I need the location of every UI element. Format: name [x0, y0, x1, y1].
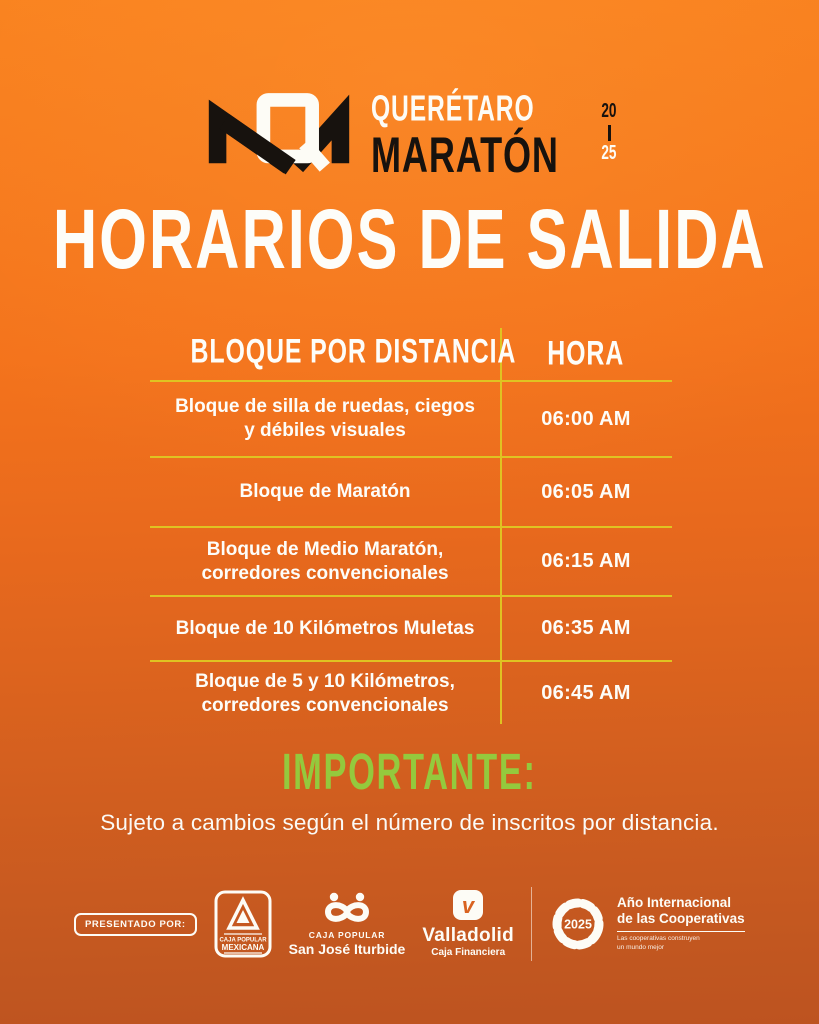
table-row [150, 528, 672, 597]
table-row [150, 662, 672, 725]
table-row [150, 597, 672, 662]
svg-text:v: v [462, 893, 475, 919]
svg-text:MEXICANA: MEXICANA [221, 943, 264, 952]
hora-cell: 06:45 AM [541, 682, 631, 704]
coop-2025-icon [549, 895, 607, 953]
table-row [150, 458, 672, 528]
table-row [150, 382, 672, 458]
sponsor-valladolid [422, 889, 514, 958]
page-title [0, 192, 819, 286]
presented-by-badge: PRESENTADO POR: [74, 913, 197, 936]
hora-cell: 06:05 AM [541, 480, 631, 503]
coop-line1: Año Internacional [617, 895, 732, 911]
coop-tagline2: un mundo mejor [617, 944, 665, 952]
footer-divider [531, 887, 532, 961]
bloque-cell: Bloque de silla de ruedas, ciegos y débiles visuales [175, 396, 475, 441]
sponsor-caja-popular-mexicana [214, 890, 272, 958]
sji-line1: CAJA POPULAR [308, 930, 386, 941]
page-title-text: HORARIOS DE SALIDA [52, 191, 767, 287]
sji-line2: San José Iturbide [288, 940, 406, 957]
event-year-bottom: 25 [601, 142, 617, 164]
bloque-cell: Bloque de Maratón [239, 481, 411, 502]
coop-rule [617, 931, 745, 932]
column-header-bloque: BLOQUE POR DISTANCIA [190, 333, 517, 371]
sponsor-san-jose-iturbide [289, 891, 406, 957]
valladolid-subtitle: Caja Financiera [431, 947, 506, 959]
schedule-table [150, 328, 672, 725]
valladolid-icon [452, 889, 484, 921]
important-heading: IMPORTANTE: [282, 742, 537, 801]
event-year [600, 100, 618, 164]
infinity-icon [315, 891, 379, 927]
hora-cell: 06:00 AM [541, 407, 631, 430]
svg-text:2025: 2025 [564, 917, 592, 932]
queretaro-maraton-logo-icon [201, 84, 357, 186]
column-header-hora: HORA [547, 334, 625, 373]
hora-cell: 06:15 AM [541, 550, 631, 572]
table-header-row [150, 328, 672, 382]
event-name [370, 87, 584, 183]
important-note: Sujeto a cambios según el número de inscritos por distancia. [100, 810, 719, 835]
event-name-line2: MARATÓN [370, 126, 559, 183]
hora-cell: 06:35 AM [541, 617, 631, 639]
caja-popular-mexicana-icon [214, 890, 272, 958]
sponsors-footer [0, 876, 819, 972]
bloque-cell: Bloque de Medio Maratón, corredores convencionales [201, 538, 449, 584]
sponsor-coop-2025 [549, 895, 745, 953]
bloque-cell: Bloque de 5 y 10 Kilómetros, corredores convencionales [195, 670, 455, 716]
svg-text:CAJA POPULAR: CAJA POPULAR [219, 937, 267, 944]
bloque-cell: Bloque de 10 Kilómetros Muletas [175, 617, 475, 639]
table-vertical-divider [500, 328, 502, 724]
event-name-line1: QUERÉTARO [370, 87, 535, 128]
event-year-divider [608, 125, 611, 141]
event-year-top: 20 [601, 100, 617, 122]
coop-tagline1: Las cooperativas construyen [617, 935, 700, 943]
coop-line2: de las Cooperativas [617, 911, 745, 927]
coop-text [617, 895, 745, 953]
valladolid-name: Valladolid [422, 925, 515, 947]
event-logo-row [0, 80, 819, 190]
important-section [0, 742, 819, 836]
